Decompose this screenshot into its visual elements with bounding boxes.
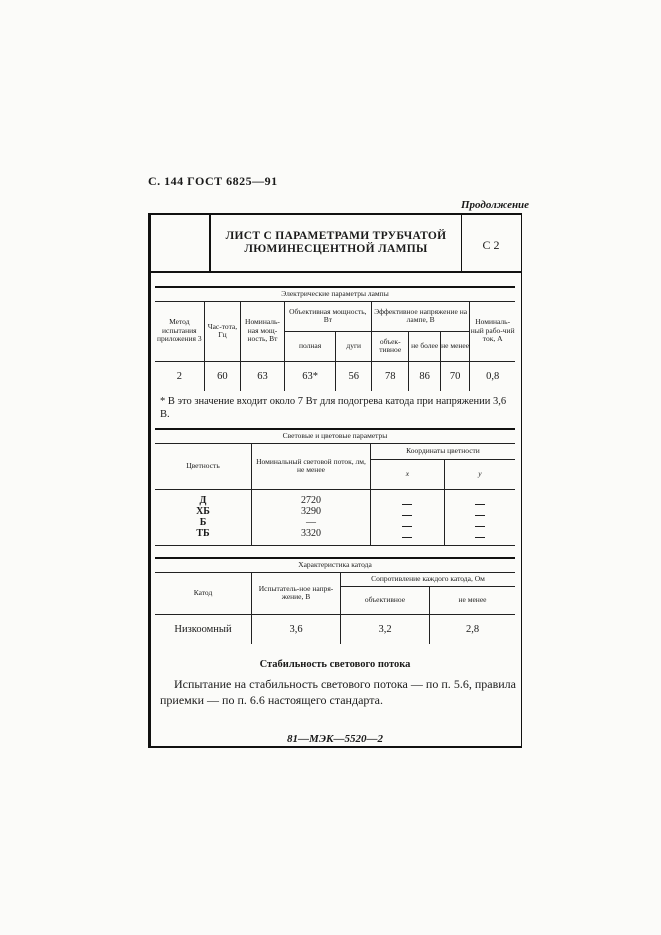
stability-text: Испытание на стабильность светового потока — по п. 5.6, правила приемки — по п. 6.6 настоящего стандарта. <box>160 677 516 707</box>
sheet-title: ЛИСТ С ПАРАМЕТРАМИ ТРУБЧАТОЙ ЛЮМИНЕСЦЕНТНОЙ ЛАМПЫ <box>225 230 447 255</box>
continuation-label: Продолжение <box>461 199 530 211</box>
cathode-table: Характеристика катода Катод Испытатель-ное напря-жение, В Сопротивление каждого катода, Ом объективное не менее Низкоомный 3,6 3,2 2,8 <box>155 557 515 644</box>
page-header: С. 144 ГОСТ 6825—91 <box>148 174 278 188</box>
stability-title: Стабильность светового потока <box>259 659 411 670</box>
electrical-row: 2 60 63 63* 56 78 86 70 0,8 <box>155 361 515 391</box>
footnote: * В это значение входит около 7 Вт для подогрева катода при напряжении 3,6 В. <box>160 396 507 420</box>
sheet-code: С 2 <box>482 238 500 252</box>
color-table: Световые и цветовые параметры Цветность Номинальный световой поток, лм, не менее Координаты цветности x y Д ХБ Б ТБ 2720 3290 — 3320 <box>155 428 515 546</box>
footer-code: 81—МЭК—5520—2 <box>287 733 383 745</box>
electrical-table: Электрические параметры лампы Метод испытания приложения 3 Час-тота, Гц Номиналь-ная мощ-ность, Вт Объективная мощность, Вт Эффективное напряжение на лампе, В Номиналь-ный рабо-чий ток, А полная дуги объек-тивное не более не менее 2 60 63 63* 56 78 86 70 0,8 <box>155 286 515 391</box>
